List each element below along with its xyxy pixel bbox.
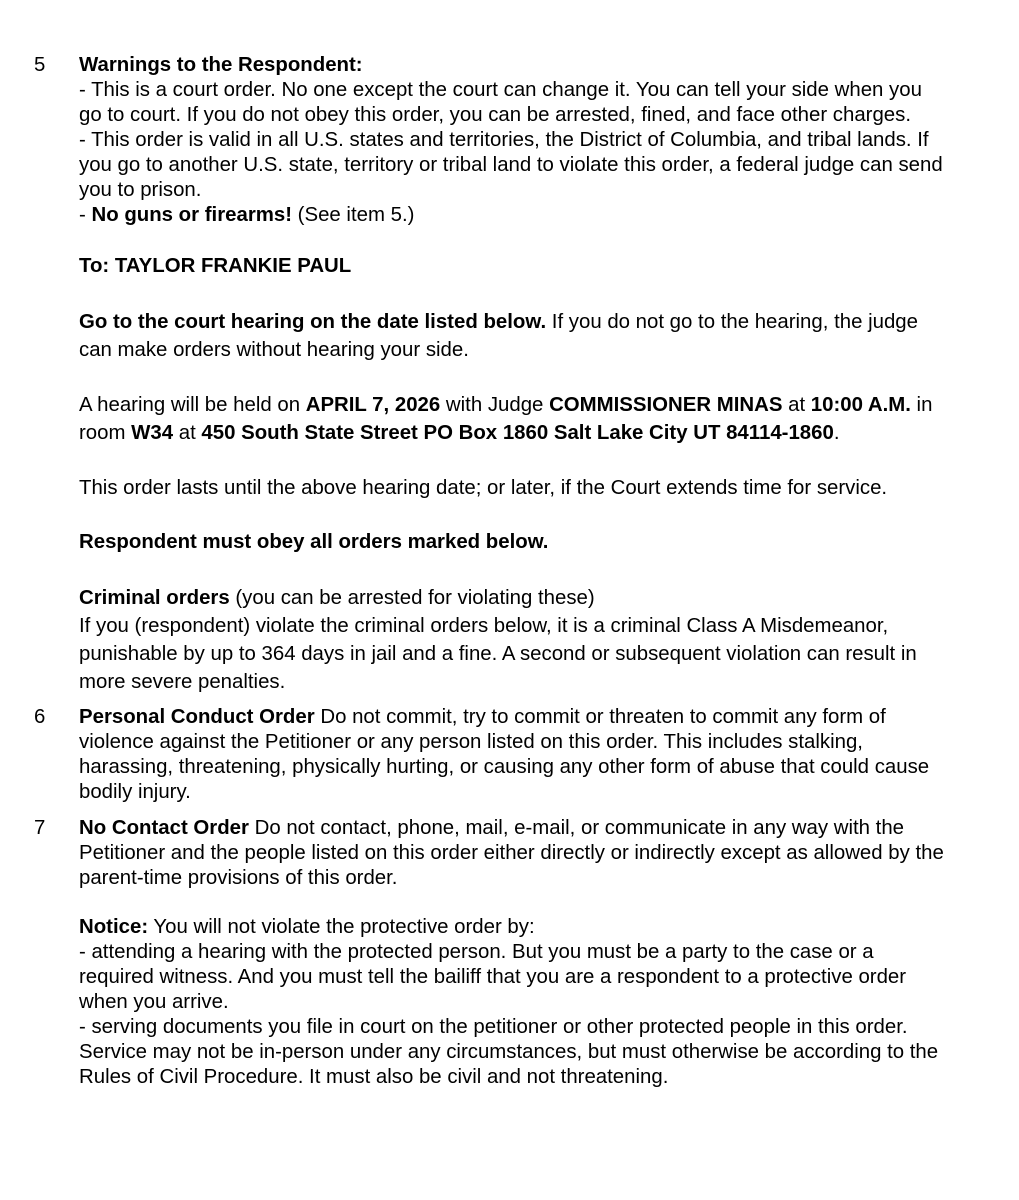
paragraph-line: you go to another U.S. state, territory or tribal land to violate this order, a federal judge can send xyxy=(79,154,943,176)
section-number: 7 xyxy=(34,817,46,839)
paragraph-line: - This is a court order. No one except the court can change it. You can tell your side when you xyxy=(79,79,922,101)
paragraph-line: go to court. If you do not obey this order, you can be arrested, fined, and face other charges. xyxy=(79,104,912,126)
firearms-warning: - No guns or firearms! (See item 5.) xyxy=(79,204,415,226)
hearing-address: 450 South State Street PO Box 1860 Salt Lake City UT 84114-1860 xyxy=(201,422,834,444)
section-number: 6 xyxy=(34,706,46,728)
hearing-room: W34 xyxy=(131,422,174,444)
paragraph-line: - This order is valid in all U.S. states and territories, the District of Columbia, and tribal lands. If xyxy=(79,129,929,151)
paragraph-line: you to prison. xyxy=(79,179,202,201)
section-number: 5 xyxy=(34,54,46,76)
hearing-time: 10:00 A.M. xyxy=(810,394,911,416)
document-page: 5 Warnings to the Respondent: - This is a court order. No one except the court can change it. You can tell your side when you go to court. If you do not obey this order, you can be arrested, fined, and face other charges. - This order is valid in all U.S. states and territories, the District of Columbia, and tribal lands. If you go to another U.S. state, territory or tribal land to violate this order, a federal judge can send you to prison. - No guns or firearms! (See item 5.) To: TAYLOR FRANKIE PAUL Go to the court hearing on the date listed below. If you do not go to the hearing, the judge can make orders without hearing your side. A hearing will be held on APRIL 7, 2026 with Judge COMMISSIONER MINAS at 10:00 A.M. in room W34 at 450 South State Street PO Box 1860 Salt Lake City UT 84114-1860. This order lasts until the above hearing date; or later, if the Court extends time for service. Respondent must obey all orders marked below. Criminal orders (you can be arrested for violating these) If you (respondent) violate the criminal orders below, it is a criminal Class A Misdemeanor, punishable by up to 364 days in jail and a fine. A second or subsequent violation can result in more severe penalties. 6 Personal Conduct Order Do not commit, try to commit or threaten to commit any form of violence against the Petitioner or any person listed on this order. This includes stalking, harassing, threatening, physically hurting, or causing any other form of abuse that could cause bodily injury. 7 No Contact Order Do not contact, phone, mail, e-mail, or communicate in any way with the Petitioner and the people listed on this order either directly or indirectly except as allowed by the parent-time provisions of this order. Notice: You will not violate the protective order by: - attending a hearing with the protected person. But you must be a party to the case or a required witness. And you must tell the bailiff that you are a respondent to a protective order when you arrive. - serving documents you file in court on the petitioner or other protected people in this order. Service may not be in-person under any circumstances, but must otherwise be according to the Rules of Civil Procedure. It must also be civil and not threatening. xyxy=(0,0,1019,1200)
section-5-content xyxy=(79,53,979,228)
hearing-judge: COMMISSIONER MINAS xyxy=(549,394,783,416)
section-title: Warnings to the Respondent: xyxy=(79,54,363,76)
hearing-date: APRIL 7, 2026 xyxy=(305,394,441,416)
